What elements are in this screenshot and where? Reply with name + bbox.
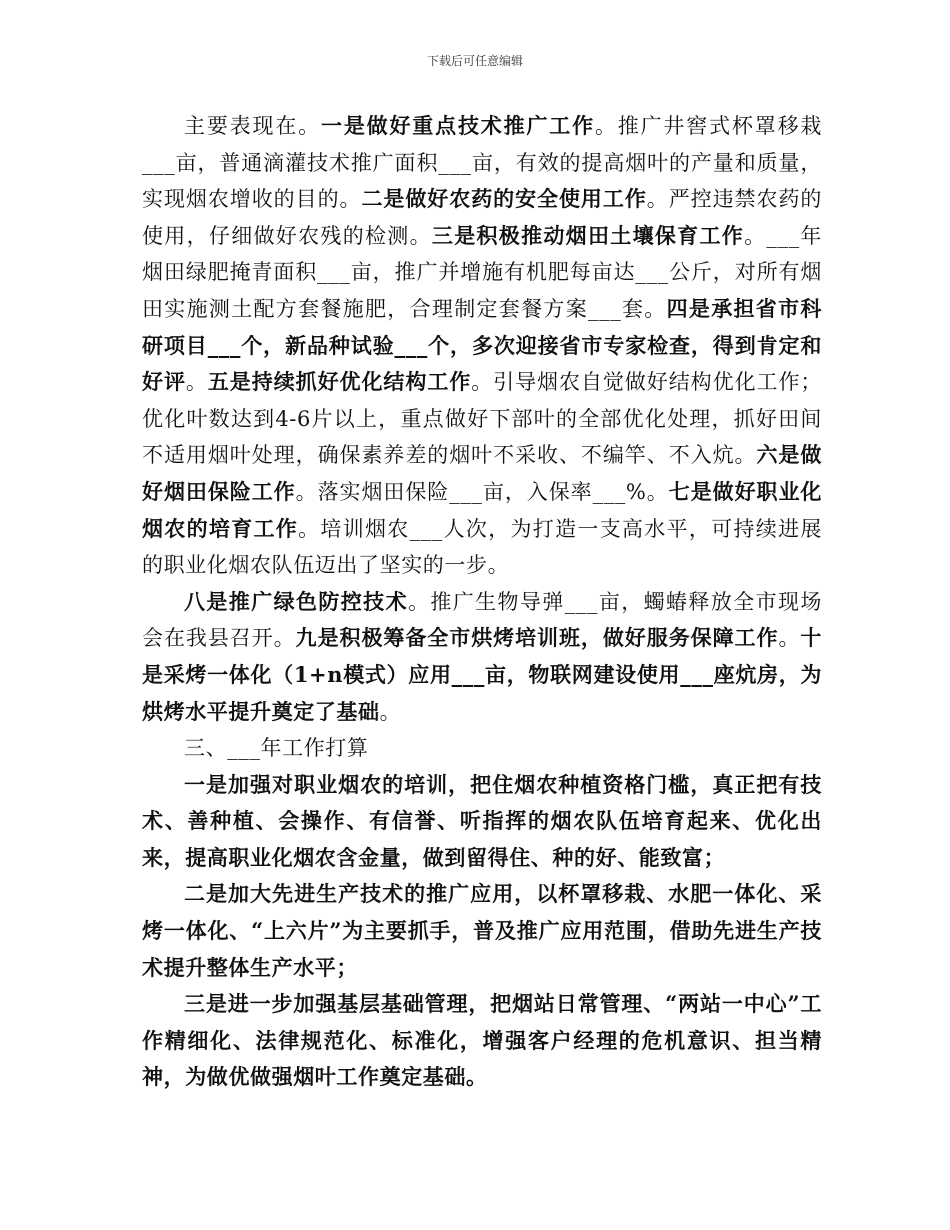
text-segment: 。	[778, 626, 801, 651]
bold-text-segment: 十是采烤一体化（1+n模式）应用___亩，物联网建设使用___座炕房，为烘烤水平提升奠定了基础	[142, 625, 822, 724]
paragraph	[142, 767, 822, 877]
text-segment: 。培训烟农___人次，为打造一支高水平，可持续进展的职业化烟农队伍迈出了坚实的一步。	[142, 516, 823, 578]
page-header: 下载后可任意编辑	[426, 54, 523, 68]
bold-text-segment: 二是加大先进生产技术的推广应用，以杯罩移栽、水肥一体化、采烤一体化、“上六片”为主要抓手，普及推广应用范围，借助先进生产技术提升整体生产水平；	[142, 881, 822, 980]
text-segment: 。___年烟田绿肥掩青面积___亩，推广并增施有机肥每亩达___公斤，对所有烟田实施测土配方套餐施肥，合理制定套餐方案___套。	[142, 223, 822, 321]
text-segment: 主要表现在。	[184, 114, 321, 138]
paragraph	[142, 986, 822, 1096]
bold-text-segment: 一是做好重点技术推广工作	[320, 113, 595, 138]
bold-text-segment: 五是持续抓好优化结构工作	[207, 369, 472, 395]
bold-text-segment: 七是做好职业化烟农的培育工作	[142, 478, 823, 541]
text-segment: 。严控违禁农药的使用，仔细做好农残的检测。	[142, 187, 822, 248]
bold-text-segment: 六是做好烟田保险工作	[142, 442, 822, 504]
text-segment: 三、___年工作打算	[184, 736, 369, 761]
paragraph	[142, 108, 822, 584]
bold-text-segment: 四是承担省市科研项目___个，新品种试验___个，多次迎接省市专家检查，得到肯定和好评	[142, 295, 823, 395]
paragraph	[142, 584, 822, 730]
text-segment: 。引导烟农自觉做好结构优化工作；优化叶数达到4-6片以上，重点做好下部叶的全部优化处理，抓好田间不适用烟叶处理，确保素养差的烟叶不采收、不编竿、不入炕。	[142, 370, 823, 468]
text-segment: 。落实烟田保险___亩，入保率___%。	[295, 479, 669, 504]
bold-text-segment: 八是推广绿色防控技术	[184, 588, 408, 614]
paragraph	[142, 876, 822, 986]
text-segment: 。	[185, 370, 208, 395]
bold-text-segment: 一是加强对职业烟农的培训，把住烟农种植资格门槛，真正把有技术、善种植、会操作、有信誉、听指挥的烟农队伍培育起来、优化出来，提高职业化烟农含金量，做到留得住、种的好、能致富；	[142, 771, 822, 870]
bold-text-segment: 三是进一步加强基层基础管理，把烟站日常管理、“两站一中心”工作精细化、法律规范化、标准化，增强客户经理的危机意识、担当精神，为做优做强烟叶工作奠定基础。	[142, 991, 822, 1090]
bold-text-segment: 二是做好农药的安全使用工作	[361, 186, 647, 212]
text-segment: 。推广井窖式杯罩移栽___亩，普通滴灌技术推广面积___亩，有效的提高烟叶的产量和质量，实现烟农增收的目的。	[142, 114, 822, 212]
paragraph	[142, 730, 822, 767]
bold-text-segment: 三是积极推动烟田土壤保育工作	[431, 222, 745, 248]
text-segment: 。推广生物导弹___亩，蠋蝽释放全市现场会在我县召开。	[142, 589, 823, 651]
document-body	[142, 108, 822, 1096]
text-segment: 。	[379, 699, 402, 724]
bold-text-segment: 九是积极筹备全市烘烤培训班，做好服务保障工作	[295, 625, 779, 651]
